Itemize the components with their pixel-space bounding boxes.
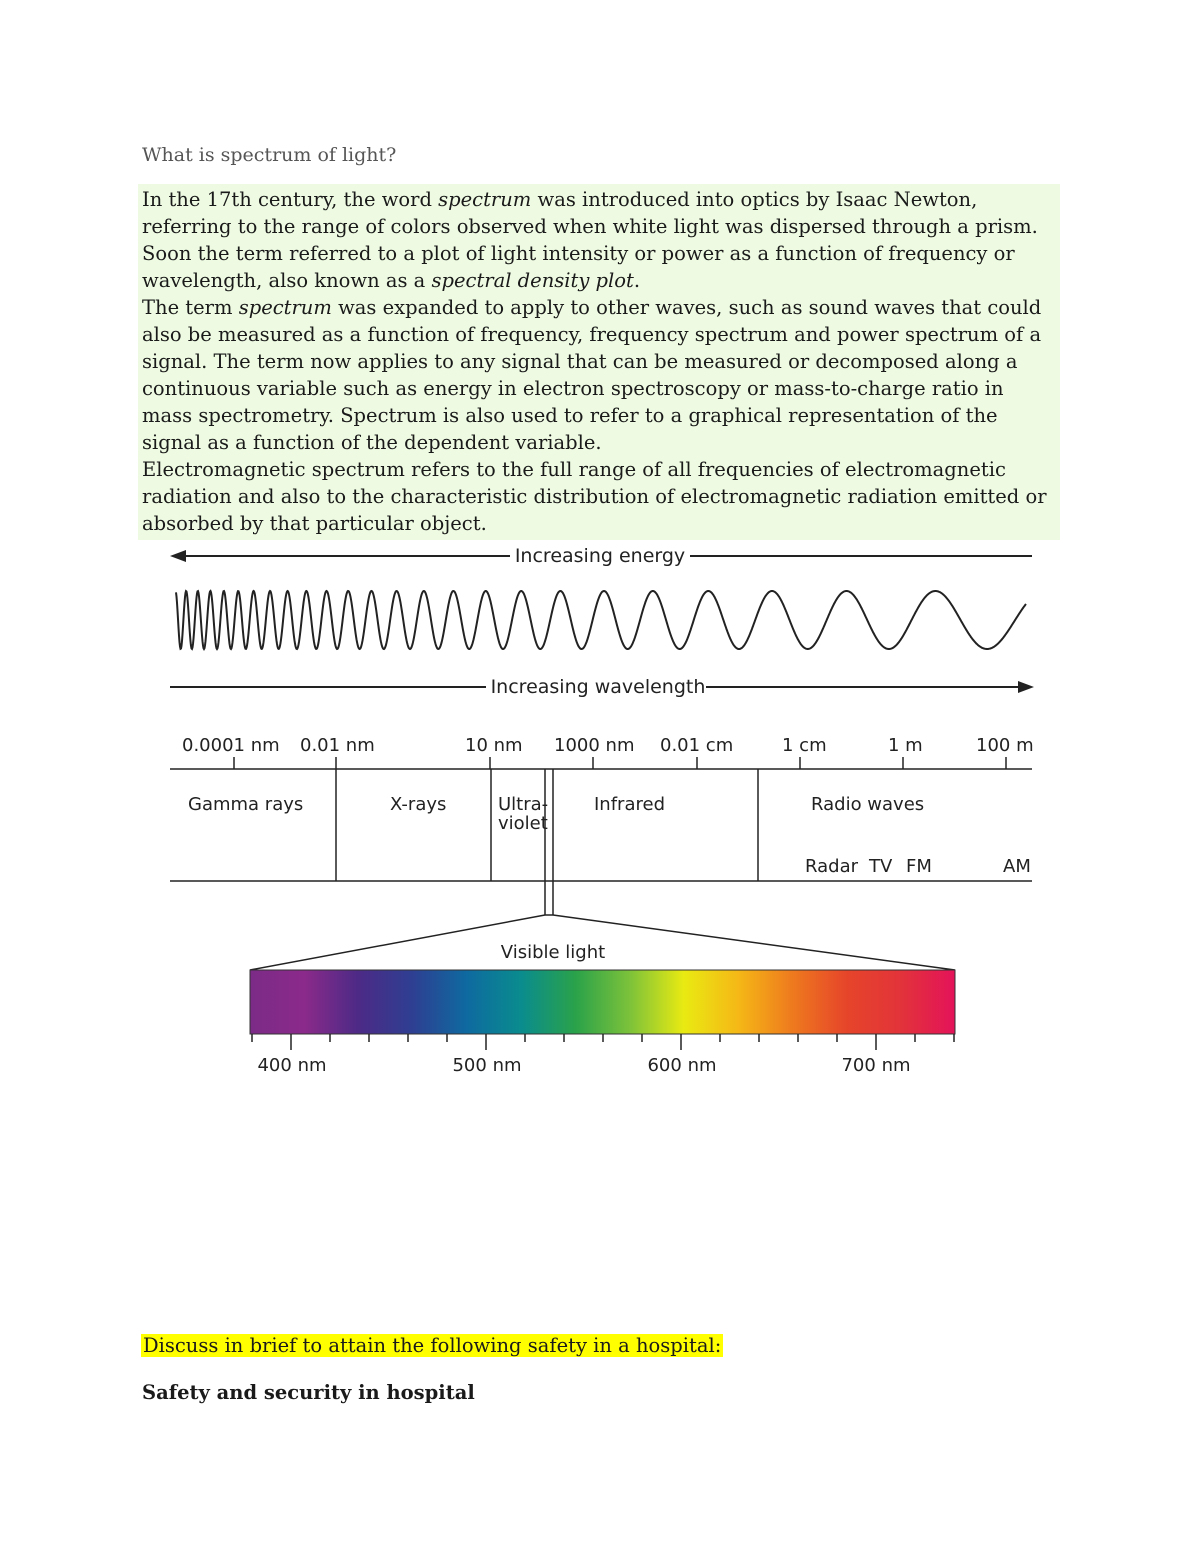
visible-label-400nm: 400 nm	[257, 1055, 327, 1076]
wavelength-arrow	[170, 676, 1034, 698]
visible-tick-labels	[257, 1055, 910, 1076]
section-heading-safety: Safety and security in hospital	[142, 1381, 475, 1404]
arrowhead-left-icon	[170, 550, 186, 562]
scale-label-0.0001nm: 0.0001 nm	[182, 735, 280, 756]
p1-term-spectrum: spectrum	[438, 188, 532, 211]
scale-label-1cm: 1 cm	[782, 735, 827, 756]
band-am: AM	[1003, 856, 1031, 877]
region-ultraviolet-line1: Ultra-	[498, 794, 549, 815]
region-x-rays: X-rays	[390, 794, 447, 815]
scale-labels	[182, 735, 1034, 756]
discuss-prompt: Discuss in brief to attain the following safety in a hospital:	[143, 1334, 722, 1357]
scale-label-1m: 1 m	[888, 735, 923, 756]
wavelength-label: Increasing wavelength	[490, 676, 706, 698]
answer-paragraph-2	[142, 294, 1056, 456]
energy-arrow	[170, 545, 1032, 567]
scale-label-100m: 100 m	[976, 735, 1034, 756]
p1-text-a: In the 17th century, the word	[142, 188, 439, 211]
answer-block	[138, 184, 1060, 540]
region-labels	[188, 794, 1031, 877]
visible-light-label: Visible light	[500, 942, 606, 963]
visible-label-500nm: 500 nm	[452, 1055, 522, 1076]
scale-label-10nm: 10 nm	[465, 735, 523, 756]
visible-label-700nm: 700 nm	[841, 1055, 911, 1076]
spectrum-region-table	[170, 769, 1032, 915]
region-gamma-rays: Gamma rays	[188, 794, 304, 815]
p1-text-e: .	[633, 269, 641, 292]
band-radar: Radar	[805, 856, 858, 877]
electromagnetic-spectrum-diagram	[160, 540, 1040, 1085]
visible-color-band	[250, 970, 955, 1034]
scale-label-0.01nm: 0.01 nm	[300, 735, 375, 756]
scale-ticks	[234, 757, 1006, 769]
scale-label-1000nm: 1000 nm	[554, 735, 635, 756]
question-title: What is spectrum of light?	[142, 144, 397, 166]
visible-ticks	[252, 1034, 954, 1050]
arrowhead-right-icon	[1018, 681, 1034, 693]
p2-term-spectrum: spectrum	[238, 296, 332, 319]
band-fm: FM	[906, 856, 932, 877]
p1-text-c: was introduced into optics by Isaac Newton, referring to the range of colors observed when white light was dispersed through a prism. Soon the term referred to a plot of light intensity or power as a function of frequency or wavelength, also known as a	[142, 188, 1038, 292]
p2-text-c: was expanded to apply to other waves, such as sound waves that could also be measured as a function of frequency, frequency spectrum and power spectrum of a signal. The term now applies to any signal that can be measured or decomposed along a continuous variable such as energy in electron spectroscopy or mass-to-charge ratio in mass spectrometry. Spectrum is also used to refer to a graphical representation of the signal as a function of the dependent variable.	[142, 296, 1042, 454]
wave-icon	[176, 591, 1026, 649]
p1-term-spectral-density-plot: spectral density plot	[431, 269, 634, 292]
visible-label-600nm: 600 nm	[647, 1055, 717, 1076]
region-infrared: Infrared	[594, 794, 665, 815]
p2-text-a: The term	[142, 296, 239, 319]
region-radio-waves: Radio waves	[811, 794, 925, 815]
answer-paragraph-1	[142, 186, 1056, 294]
region-ultraviolet-line2: violet	[498, 813, 548, 834]
answer-paragraph-3: Electromagnetic spectrum refers to the full range of all frequencies of electromagnetic radiation and also to the characteristic distribution of electromagnetic radiation emitted or absorbed by that particular object.	[142, 458, 1047, 535]
band-tv: TV	[869, 856, 893, 877]
energy-label: Increasing energy	[514, 545, 686, 567]
scale-label-0.01cm: 0.01 cm	[660, 735, 734, 756]
